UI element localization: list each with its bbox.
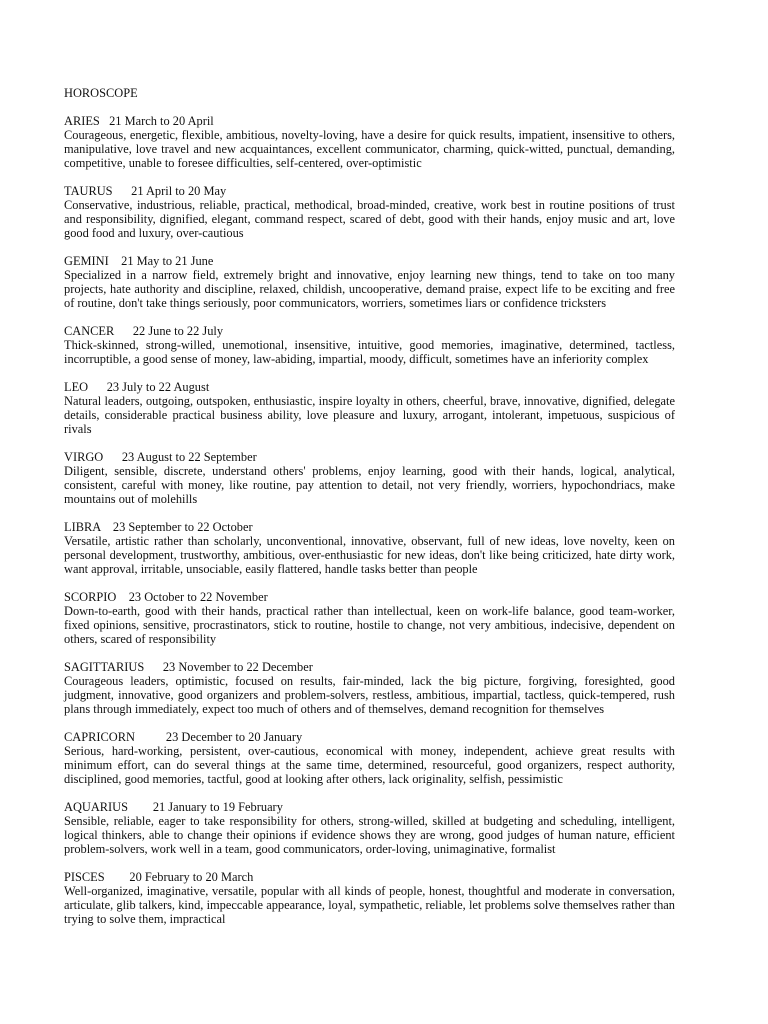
sign-description: Specialized in a narrow field, extremely bright and innovative, enjoy learning new things, tend to take on too many projects, hate authority and discipline, relaxed, childish, uncooperative, demand praise, expect life to be exciting and free of routine, don't take things seriously, poor communicators, worriers, sometimes liars or confidence tricksters [64,268,675,310]
sign-name: LEO [64,380,89,394]
sign-heading [64,184,675,198]
sign-dates: 23 October to 22 November [128,590,268,604]
sign-description: Conservative, industrious, reliable, practical, methodical, broad-minded, creative, work best in routine positions of trust and responsibility, dignified, elegant, command respect, scared of debt, good with their hands, enjoy music and art, love good food and luxury, over-cautious [64,198,675,240]
sign-name: ARIES [64,114,100,128]
sign-name: AQUARIUS [64,800,129,814]
sign-description: Sensible, reliable, eager to take responsibility for others, strong-willed, skilled at budgeting and scheduling, intelligent, logical thinkers, able to change their opinions if evidence shows they are wrong, good judges of human nature, efficient problem-solvers, work well in a team, good communicators, order-loving, unimaginative, formalist [64,814,675,856]
sign-heading [64,254,675,268]
sign-name: SCORPIO [64,590,117,604]
sign-description: Diligent, sensible, discrete, understand others' problems, enjoy learning, good with their hands, logical, analytical, consistent, careful with money, like routine, pay attention to detail, not very friendly, worriers, hypochondriacs, make mountains out of molehills [64,464,675,506]
sign-description: Natural leaders, outgoing, outspoken, enthusiastic, inspire loyalty in others, cheerful, brave, innovative, dignified, delegate details, considerable practical business ability, love pleasure and luxury, arrogant, intolerant, impetuous, suspicious of rivals [64,394,675,436]
sign-section-aquarius [64,800,675,856]
sign-heading [64,450,675,464]
sign-heading [64,520,675,534]
sign-section-aries [64,114,675,170]
sign-description: Courageous leaders, optimistic, focused on results, fair-minded, lack the big picture, forgiving, foresighted, good judgment, innovative, good organizers and problem-solvers, restless, ambitious, impartial, tactless, quick-tempered, rush plans through immediately, expect too much of others and of themselves, demand recognition for themselves [64,674,675,716]
sign-name: PISCES [64,870,105,884]
sign-section-pisces [64,870,675,926]
sign-heading [64,730,675,744]
sign-description: Thick-skinned, strong-willed, unemotional, insensitive, intuitive, good memories, imaginative, determined, tactless, incorruptible, a good sense of money, law-abiding, impartial, moody, difficult, sometimes have an inferiority complex [64,338,675,366]
sign-heading [64,800,675,814]
sign-dates: 23 August to 22 September [121,450,257,464]
sign-section-scorpio [64,590,675,646]
sign-dates: 23 December to 20 January [165,730,303,744]
sign-dates: 23 July to 22 August [106,380,210,394]
sign-dates: 22 June to 22 July [132,324,224,338]
sign-section-cancer [64,324,675,366]
sign-dates: 21 April to 20 May [131,184,227,198]
sign-heading [64,590,675,604]
sign-description: Versatile, artistic rather than scholarly, unconventional, innovative, observant, full of new ideas, love novelty, keen on personal development, trustworthy, ambitious, over-enthusiastic for new ideas, don't like being criticized, hate dirty work, want approval, irritable, unsociable, easily flattered, handle tasks better than people [64,534,675,576]
sign-dates: 21 January to 19 February [152,800,283,814]
sign-section-virgo [64,450,675,506]
sign-name: CANCER [64,324,115,338]
sign-dates: 23 November to 22 December [162,660,313,674]
sign-name: VIRGO [64,450,104,464]
sign-section-sagittarius [64,660,675,716]
sign-description: Down-to-earth, good with their hands, practical rather than intellectual, keen on work-life balance, good team-worker, fixed opinions, sensitive, procrastinators, stick to routine, hostile to change, not very ambitious, indecisive, dependent on others, scared of responsibility [64,604,675,646]
sign-heading [64,114,675,128]
document-page [64,86,675,940]
sign-section-taurus [64,184,675,240]
sign-section-leo [64,380,675,436]
sign-dates: 23 September to 22 October [112,520,253,534]
sign-description: Courageous, energetic, flexible, ambitious, novelty-loving, have a desire for quick results, impatient, insensitive to others, manipulative, love travel and new acquaintances, excellent communicator, charming, quick-witted, punctual, demanding, competitive, unable to foresee difficulties, self-centered, over-optimistic [64,128,675,170]
sign-section-capricorn [64,730,675,786]
sign-heading [64,870,675,884]
sign-section-gemini [64,254,675,310]
sign-dates: 20 February to 20 March [129,870,254,884]
sign-heading [64,380,675,394]
sign-name: CAPRICORN [64,730,135,744]
sign-heading [64,660,675,674]
sign-name: SAGITTARIUS [64,660,145,674]
sign-name: GEMINI [64,254,109,268]
sign-list [64,114,675,926]
sign-dates: 21 May to 21 June [121,254,214,268]
sign-section-libra [64,520,675,576]
sign-description: Well-organized, imaginative, versatile, popular with all kinds of people, honest, thoughtful and moderate in conversation, articulate, glib talkers, kind, impeccable appearance, loyal, sympathetic, reliable, let problems solve themselves rather than trying to solve them, impractical [64,884,675,926]
sign-name: TAURUS [64,184,113,198]
sign-heading [64,324,675,338]
sign-dates: 21 March to 20 April [109,114,214,128]
sign-description: Serious, hard-working, persistent, over-cautious, economical with money, independent, achieve great results with minimum effort, can do several things at the same time, determined, resourceful, good organizers, respect authority, disciplined, good memories, tactful, good at looking after others, lack originality, selfish, pessimistic [64,744,675,786]
document-title: HOROSCOPE [64,86,138,100]
sign-name: LIBRA [64,520,101,534]
